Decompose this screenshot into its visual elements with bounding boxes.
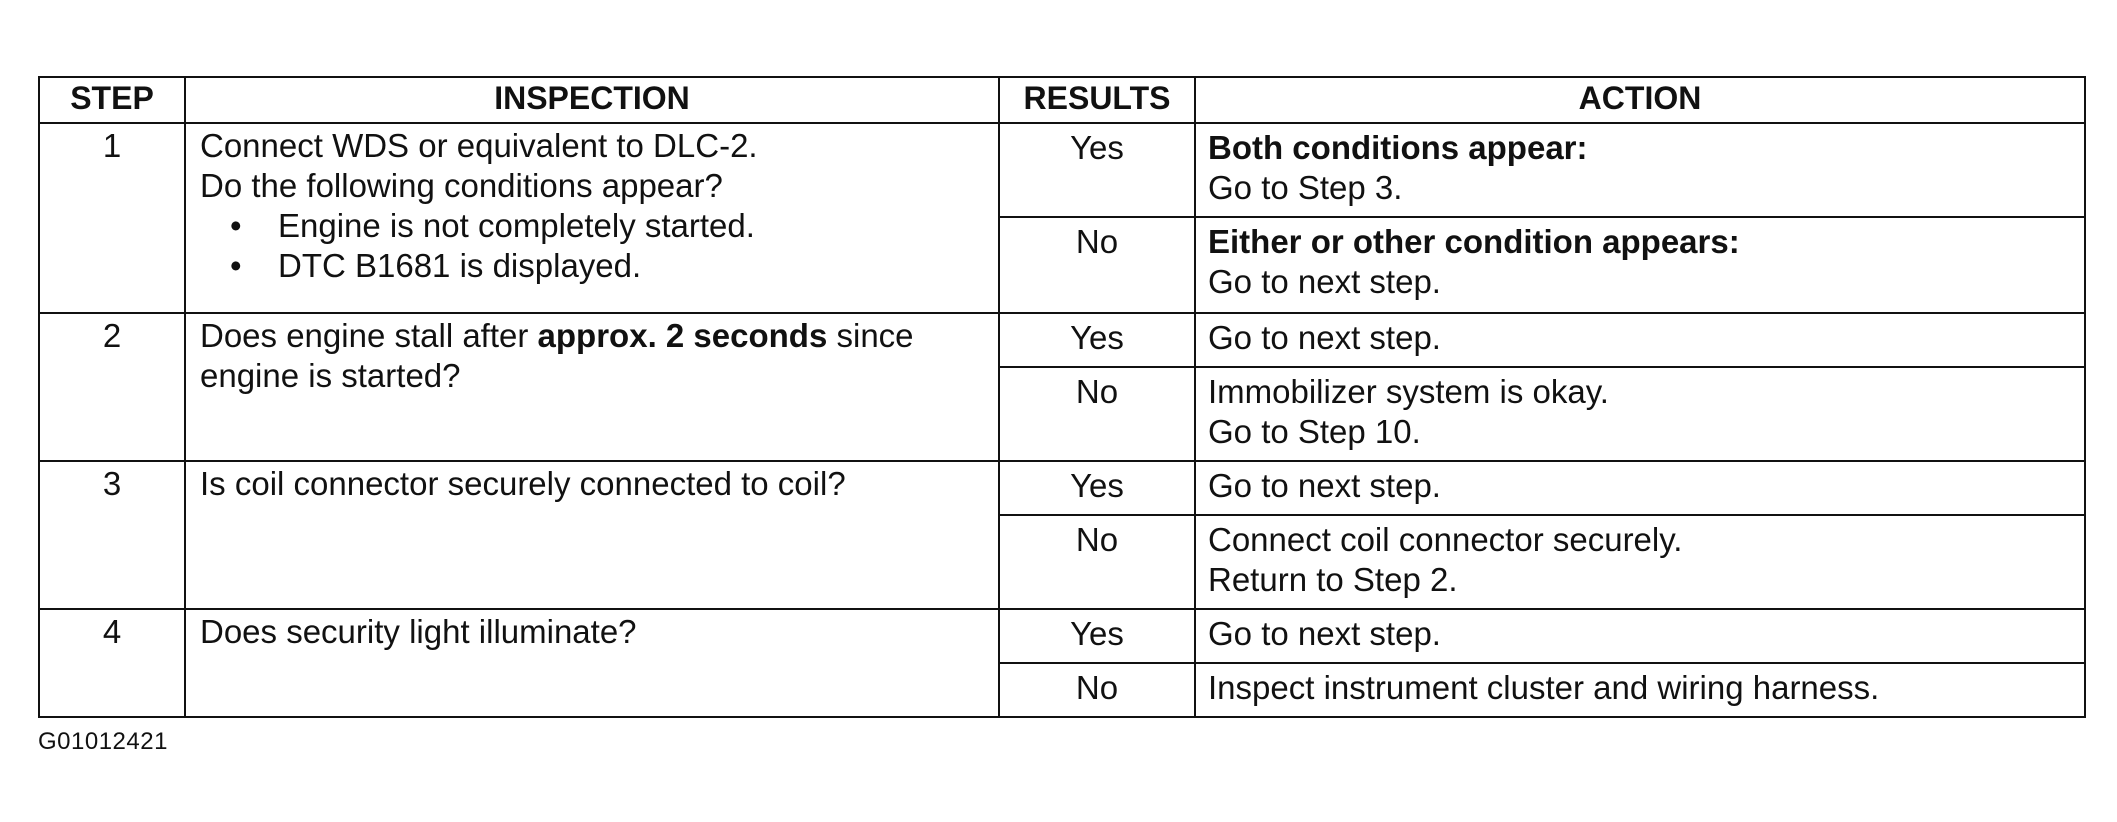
action-text: Go to next step. (1208, 263, 1441, 300)
result-label: Yes (999, 461, 1195, 515)
action-heading: Both conditions appear: (1208, 129, 1588, 166)
inspection-cell (185, 313, 999, 461)
action-text: Immobilizer system is okay. (1208, 373, 1609, 410)
header-row (39, 77, 2085, 123)
diagnostic-table (38, 76, 2086, 718)
action-text: Inspect instrument cluster and wiring harness. (1208, 669, 1880, 706)
action-cell (1195, 123, 2085, 217)
result-label: No (999, 217, 1195, 313)
action-cell (1195, 313, 2085, 367)
action-text: Connect coil connector securely. (1208, 521, 1683, 558)
step-number: 2 (39, 313, 185, 461)
result-label: No (999, 663, 1195, 717)
header-action: ACTION (1195, 77, 2085, 123)
table-row (39, 461, 2085, 515)
step-number: 1 (39, 123, 185, 313)
action-heading: Either or other condition appears: (1208, 223, 1740, 260)
inspection-text: Is coil connector securely connected to coil? (200, 465, 846, 502)
action-text: Go to next step. (1208, 615, 1441, 652)
result-label: Yes (999, 609, 1195, 663)
figure-id: G01012421 (38, 728, 168, 755)
inspection-cell (185, 461, 999, 609)
header-inspection: INSPECTION (185, 77, 999, 123)
result-label: No (999, 367, 1195, 461)
action-cell (1195, 609, 2085, 663)
header-step: STEP (39, 77, 185, 123)
step-number: 3 (39, 461, 185, 609)
action-text: Go to Step 3. (1208, 169, 1403, 206)
action-text: Return to Step 2. (1208, 561, 1458, 598)
list-item: • Engine is not completely started. (230, 207, 755, 244)
step-number: 4 (39, 609, 185, 717)
header-results: RESULTS (999, 77, 1195, 123)
action-cell (1195, 663, 2085, 717)
inspection-cell (185, 609, 999, 717)
result-label: Yes (999, 313, 1195, 367)
table-row (39, 123, 2085, 217)
action-cell (1195, 217, 2085, 313)
inspection-text: Connect WDS or equivalent to DLC-2. (200, 127, 758, 164)
bullet-icon: • (230, 207, 242, 244)
action-cell (1195, 515, 2085, 609)
table-row (39, 609, 2085, 663)
action-cell (1195, 461, 2085, 515)
inspection-text: Does security light illuminate? (200, 613, 637, 650)
result-label: Yes (999, 123, 1195, 217)
action-cell (1195, 367, 2085, 461)
action-text: Go to next step. (1208, 319, 1441, 356)
action-text: Go to Step 10. (1208, 413, 1421, 450)
inspection-text: Do the following conditions appear? (200, 167, 723, 204)
inspection-cell (185, 123, 999, 313)
list-item: • DTC B1681 is displayed. (230, 247, 642, 284)
inspection-text: engine is started? (200, 357, 461, 394)
action-text: Go to next step. (1208, 467, 1441, 504)
result-label: No (999, 515, 1195, 609)
bullet-icon: • (230, 247, 242, 284)
table-row (39, 313, 2085, 367)
inspection-text: Does engine stall after approx. 2 seconds since (200, 317, 914, 354)
